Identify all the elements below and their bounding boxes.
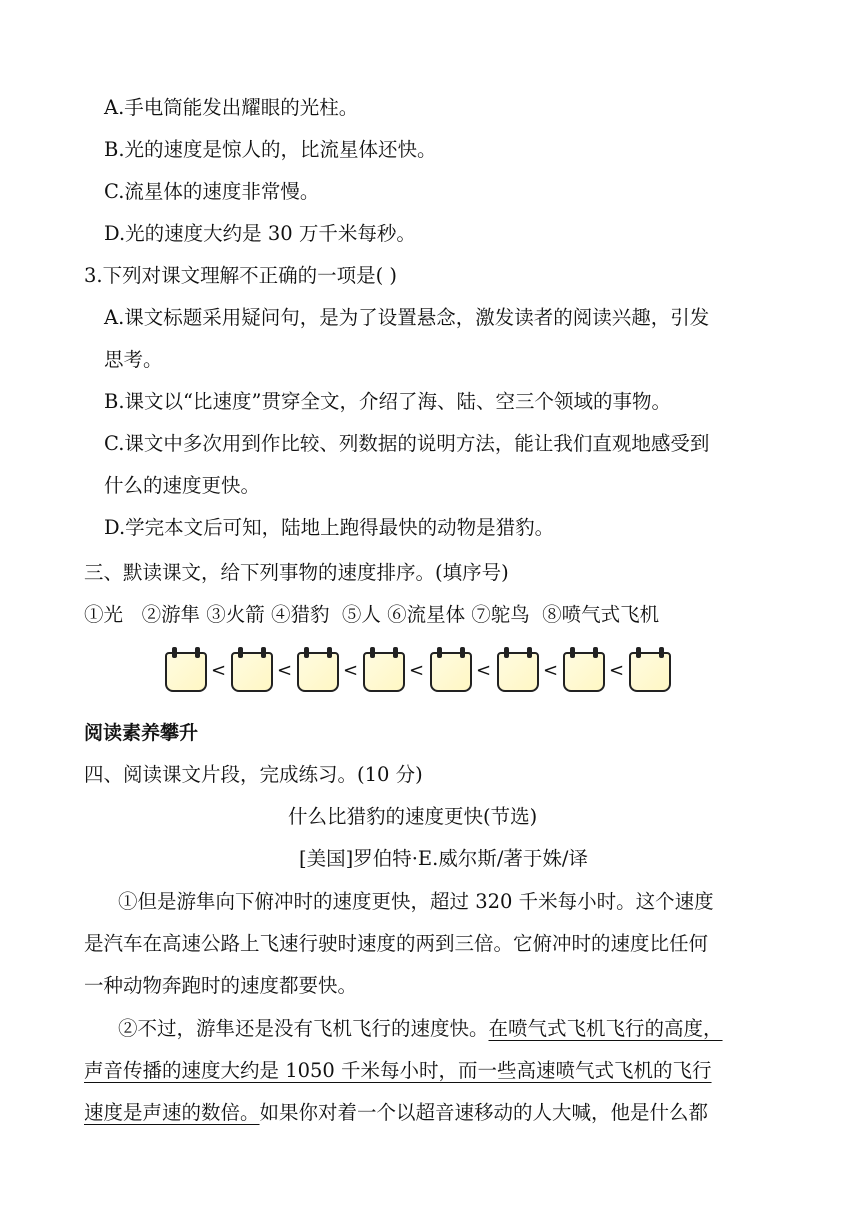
answer-box-4[interactable] (363, 652, 405, 692)
section4-title: 四、阅读课文片段，完成练习。(10 分) (84, 763, 423, 786)
less-than-sign: < (277, 660, 293, 681)
paragraph-1-line-1: ①但是游隼向下俯冲时的速度更快，超过 320 千米每小时。这个速度 (118, 890, 714, 913)
paragraph-2-line-1 (118, 1016, 723, 1042)
answer-box-1[interactable] (165, 652, 207, 692)
less-than-sign: < (543, 660, 559, 681)
paragraph-1-line-3: 一种动物奔跑时的速度都要快。 (84, 974, 358, 997)
q2-option-a: A.手电筒能发出耀眼的光柱。 (104, 96, 359, 119)
answer-box-5[interactable] (430, 652, 472, 692)
less-than-sign: < (409, 660, 425, 681)
answer-box-6[interactable] (497, 652, 539, 692)
answer-box-7[interactable] (563, 652, 605, 692)
q3-stem: 3.下列对课文理解不正确的一项是( ) (84, 264, 398, 287)
q2-option-d: D.光的速度大约是 30 万千米每秒。 (104, 222, 416, 245)
answer-box-3[interactable] (297, 652, 339, 692)
paragraph-2-line-3 (84, 1100, 708, 1126)
paragraph-2-text: ②不过，游隼还是没有飞机飞行的速度快。 (118, 1017, 489, 1040)
answer-box-2[interactable] (231, 652, 273, 692)
passage-author: [美国]罗伯特·E.威尔斯/著于姝/译 (299, 847, 588, 870)
paragraph-2-line-2 (84, 1058, 712, 1084)
q3-option-c-cont: 什么的速度更快。 (104, 474, 261, 497)
paragraph-1-line-2: 是汽车在高速公路上飞速行驶时速度的两到三倍。它俯冲时的速度比任何 (84, 932, 709, 955)
q3-option-a-cont: 思考。 (104, 348, 163, 371)
q2-option-b: B.光的速度是惊人的，比流星体还快。 (104, 138, 437, 161)
underlined-sentence: 速度是声速的数倍。 (84, 1101, 260, 1124)
q3-option-a: A.课文标题采用疑问句，是为了设置悬念，激发读者的阅读兴趣，引发 (104, 306, 710, 329)
less-than-sign: < (609, 660, 625, 681)
passage-title: 什么比猎豹的速度更快(节选) (288, 805, 538, 828)
less-than-sign: < (211, 660, 227, 681)
less-than-sign: < (476, 660, 492, 681)
q3-option-d: D.学完本文后可知，陆地上跑得最快的动物是猎豹。 (104, 516, 555, 539)
answer-boxes (165, 648, 690, 696)
underlined-sentence: 在喷气式飞机飞行的高度， (488, 1017, 723, 1040)
q3-option-c: C.课文中多次用到作比较、列数据的说明方法，能让我们直观地感受到 (104, 432, 710, 455)
section3-title: 三、默读课文，给下列事物的速度排序。(填序号) (84, 561, 509, 584)
paragraph-2-text: 如果你对着一个以超音速移动的人大喊，他是什么都 (259, 1101, 709, 1124)
q2-option-c: C.流星体的速度非常慢。 (104, 180, 320, 203)
answer-box-8[interactable] (629, 652, 671, 692)
section-heading: 阅读素养攀升 (84, 722, 199, 744)
q3-option-b: B.课文以“比速度”贯穿全文，介绍了海、陆、空三个领域的事物。 (104, 390, 671, 413)
less-than-sign: < (343, 660, 359, 681)
underlined-sentence: 声音传播的速度大约是 1050 千米每小时，而一些高速喷气式飞机的飞行 (84, 1059, 712, 1082)
section3-items: ①光 ②游隼 ③火箭 ④猎豹 ⑤人 ⑥流星体 ⑦鸵鸟 ⑧喷气式飞机 (84, 603, 660, 626)
